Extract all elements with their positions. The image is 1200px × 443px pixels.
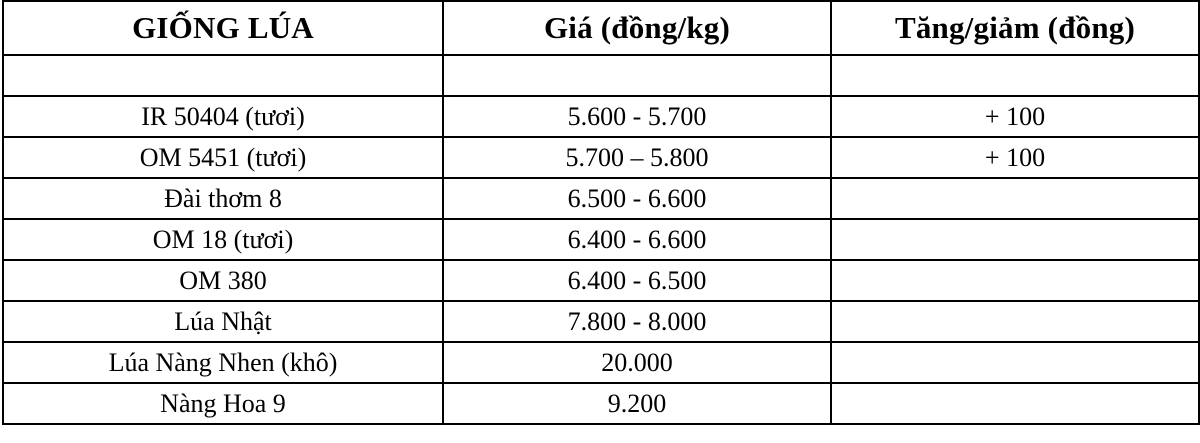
cell-price: 5.600 - 5.700 (443, 96, 831, 137)
cell-change (831, 260, 1199, 301)
table-row (3, 260, 1199, 301)
cell-change (831, 342, 1199, 383)
table-row (3, 383, 1199, 424)
column-header-variety: GIỐNG LÚA (3, 1, 443, 55)
cell-change (831, 301, 1199, 342)
table-row (3, 96, 1199, 137)
cell-variety: OM 380 (3, 260, 443, 301)
header-row (3, 1, 1199, 55)
cell-price: 6.400 - 6.600 (443, 219, 831, 260)
cell-variety: Lúa Nàng Nhen (khô) (3, 342, 443, 383)
spacer-cell-variety (3, 55, 443, 96)
cell-change (831, 383, 1199, 424)
table-row (3, 137, 1199, 178)
column-header-price: Giá (đồng/kg) (443, 1, 831, 55)
cell-price: 7.800 - 8.000 (443, 301, 831, 342)
cell-variety: OM 18 (tươi) (3, 219, 443, 260)
cell-price: 6.500 - 6.600 (443, 178, 831, 219)
table-body (3, 55, 1199, 424)
column-header-change: Tăng/giảm (đồng) (831, 1, 1199, 55)
table-header (3, 1, 1199, 55)
cell-change (831, 219, 1199, 260)
table-row (3, 219, 1199, 260)
cell-variety: Lúa Nhật (3, 301, 443, 342)
table-row (3, 178, 1199, 219)
cell-price: 5.700 – 5.800 (443, 137, 831, 178)
cell-change: + 100 (831, 96, 1199, 137)
cell-change: + 100 (831, 137, 1199, 178)
cell-price: 9.200 (443, 383, 831, 424)
cell-change (831, 178, 1199, 219)
cell-price: 6.400 - 6.500 (443, 260, 831, 301)
cell-price: 20.000 (443, 342, 831, 383)
spacer-cell-price (443, 55, 831, 96)
table-row (3, 301, 1199, 342)
table-spacer-row (3, 55, 1199, 96)
spacer-cell-change (831, 55, 1199, 96)
rice-price-table (2, 0, 1200, 425)
cell-variety: Nàng Hoa 9 (3, 383, 443, 424)
table-row (3, 342, 1199, 383)
cell-variety: OM 5451 (tươi) (3, 137, 443, 178)
cell-variety: IR 50404 (tươi) (3, 96, 443, 137)
cell-variety: Đài thơm 8 (3, 178, 443, 219)
